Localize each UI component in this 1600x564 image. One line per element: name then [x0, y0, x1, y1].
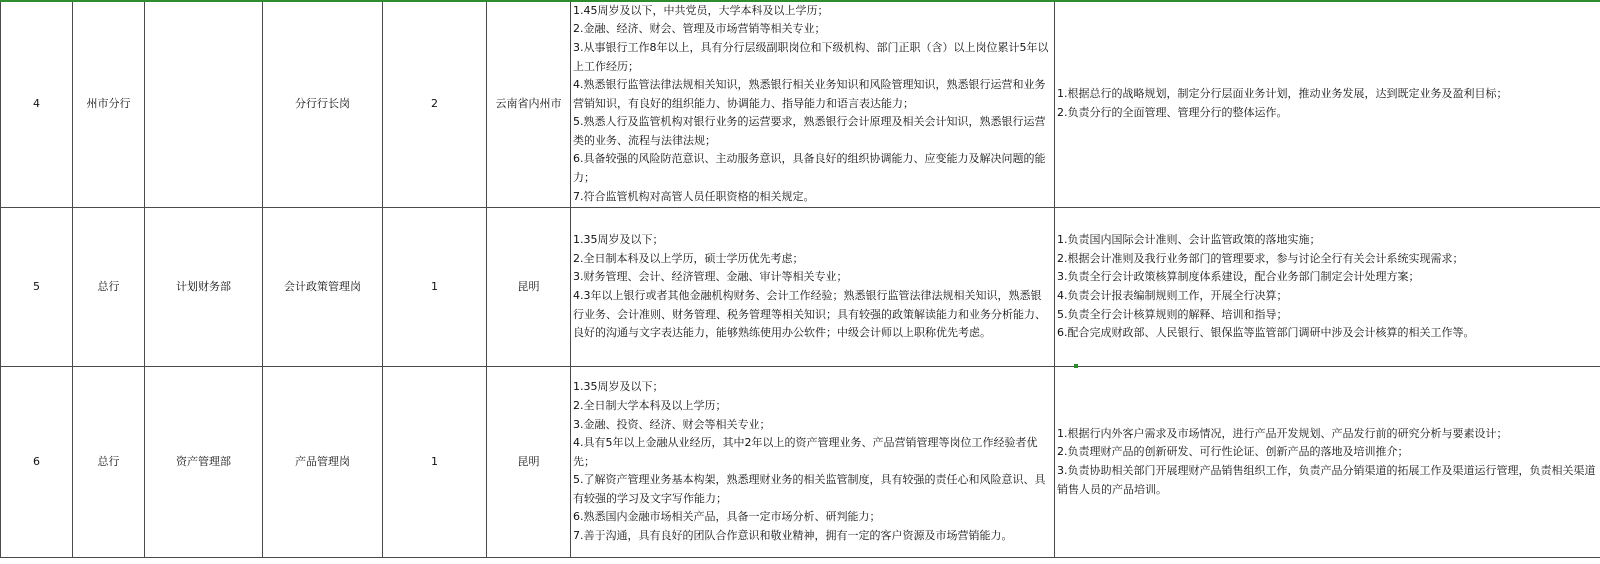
duty-line: 2.负责分行的全面管理、管理分行的整体运作。: [1057, 106, 1288, 119]
cell-no[interactable]: 5: [1, 208, 73, 367]
requirement-line: 2.金融、经济、财会、管理及市场营销等相关专业；: [573, 22, 826, 36]
requirement-line: 4.熟悉银行监管法律法规相关知识，熟悉银行相关业务知识和风险管理知识，熟悉银行运营和业务营销知识，有良好的组织能力、协调能力、指导能力和语言表达能力；: [573, 78, 1046, 110]
requirement-line: 5.熟悉人行及监管机构对银行业务的运营要求，熟悉银行会计原理及相关会计知识，熟悉银行运营类的业务、流程与法律法规；: [573, 115, 1046, 147]
cell-requirements[interactable]: [571, 1, 1055, 208]
table-row[interactable]: [1, 367, 1600, 558]
cell-dept[interactable]: [145, 1, 263, 208]
cell-no[interactable]: 6: [1, 367, 73, 558]
cell-requirements[interactable]: [571, 367, 1055, 558]
duty-line: 1.根据行内外客户需求及市场情况，进行产品开发规划、产品发行前的研究分析与要素设计；: [1057, 426, 1508, 440]
requirement-line: 3.金融、投资、经济、财会等相关专业；: [573, 417, 771, 431]
cell-requirements[interactable]: [571, 208, 1055, 367]
cell-post[interactable]: 产品管理岗: [263, 367, 383, 558]
duty-line: 3.负责协助相关部门开展理财产品销售组织工作，负责产品分销渠道的拓展工作及渠道运行管理，负责相关渠道销售人员的产品培训。: [1057, 464, 1596, 496]
selection-handle[interactable]: [1074, 364, 1078, 368]
cell-duties[interactable]: [1055, 367, 1600, 558]
table-row[interactable]: [1, 1, 1600, 208]
duty-line: 3.负责全行会计政策核算制度体系建设，配合业务部门制定会计处理方案；: [1057, 270, 1420, 284]
requirement-line: 4.具有5年以上金融从业经历，其中2年以上的资产管理业务、产品营销管理等岗位工作经验者优先；: [573, 436, 1038, 468]
requirement-line: 2.全日制本科及以上学历，硕士学历优先考虑；: [573, 251, 804, 265]
requirement-line: 1.45周岁及以下，中共党员，大学本科及以上学历；: [573, 3, 829, 17]
cell-unit[interactable]: 州市分行: [73, 1, 145, 208]
cell-unit[interactable]: 总行: [73, 208, 145, 367]
requirement-line: 7.善于沟通，具有良好的团队合作意识和敬业精神，拥有一定的客户资源及市场营销能力。: [573, 529, 1013, 543]
cell-duties[interactable]: [1055, 208, 1600, 367]
requirement-line: 6.熟悉国内金融市场相关产品，具备一定市场分析、研判能力；: [573, 510, 881, 524]
cell-location[interactable]: 昆明: [487, 208, 571, 367]
cell-count[interactable]: 2: [383, 1, 487, 208]
duty-line: 6.配合完成财政部、人民银行、银保监等监管部门调研中涉及会计核算的相关工作等。: [1057, 326, 1475, 340]
duty-line: 2.根据会计准则及我行业务部门的管理要求，参与讨论全行有关会计系统实现需求；: [1057, 251, 1464, 265]
duty-line: 2.负责理财产品的创新研发、可行性论证、创新产品的落地及培训推介；: [1057, 445, 1409, 459]
cell-duties[interactable]: [1055, 1, 1600, 208]
table-row[interactable]: [1, 208, 1600, 367]
cell-location[interactable]: 云南省内州市: [487, 1, 571, 208]
duty-line: 5.负责全行会计核算规则的解释、培训和指导；: [1057, 307, 1288, 321]
requirement-line: 6.具备较强的风险防范意识、主动服务意识，具备良好的组织协调能力、应变能力及解决问题的能力；: [573, 152, 1046, 185]
cell-count[interactable]: 1: [383, 208, 487, 367]
cell-post[interactable]: 分行行长岗: [263, 1, 383, 208]
requirement-line: 3.财务管理、会计、经济管理、金融、审计等相关专业；: [573, 270, 848, 284]
requirement-line: 2.全日制大学本科及以上学历；: [573, 398, 727, 412]
cell-location[interactable]: 昆明: [487, 367, 571, 558]
cell-unit[interactable]: 总行: [73, 367, 145, 558]
duty-line: 1.根据总行的战略规划，制定分行层面业务计划，推动业务发展，达到既定业务及盈利目标；: [1057, 87, 1508, 101]
duty-line: 4.负责会计报表编制规则工作，开展全行决算；: [1057, 289, 1288, 302]
cell-dept[interactable]: 资产管理部: [145, 367, 263, 558]
requirement-line: 4.3年以上银行或者其他金融机构财务、会计工作经验；熟悉银行监管法律法规相关知识，熟悉银行业务、会计准则、财务管理、税务管理等相关知识；具有较强的政策解读能力和业务分析能力、良好的沟通与文字表达能力，能够熟练使用办公软件；中级会计师以上职称优先考虑。: [573, 289, 1046, 340]
cell-no[interactable]: 4: [1, 1, 73, 208]
cell-post[interactable]: 会计政策管理岗: [263, 208, 383, 367]
selection-border: [0, 0, 1600, 2]
requirement-line: 7.符合监管机构对高管人员任职资格的相关规定。: [573, 189, 815, 203]
duty-line: 1.负责国内国际会计准则、会计监管政策的落地实施；: [1057, 233, 1321, 247]
requirement-line: 1.35周岁及以下；: [573, 233, 664, 247]
cell-count[interactable]: 1: [383, 367, 487, 558]
requirement-line: 5.了解资产管理业务基本构架，熟悉理财业务的相关监管制度，具有较强的责任心和风险意识、具有较强的学习及文字写作能力；: [573, 473, 1046, 505]
cell-dept[interactable]: 计划财务部: [145, 208, 263, 367]
requirement-line: 3.从事银行工作8年以上，具有分行层级副职岗位和下级机构、部门正职（含）以上岗位累计5年以上工作经历；: [573, 40, 1049, 73]
requirement-line: 1.35周岁及以下；: [573, 380, 664, 394]
